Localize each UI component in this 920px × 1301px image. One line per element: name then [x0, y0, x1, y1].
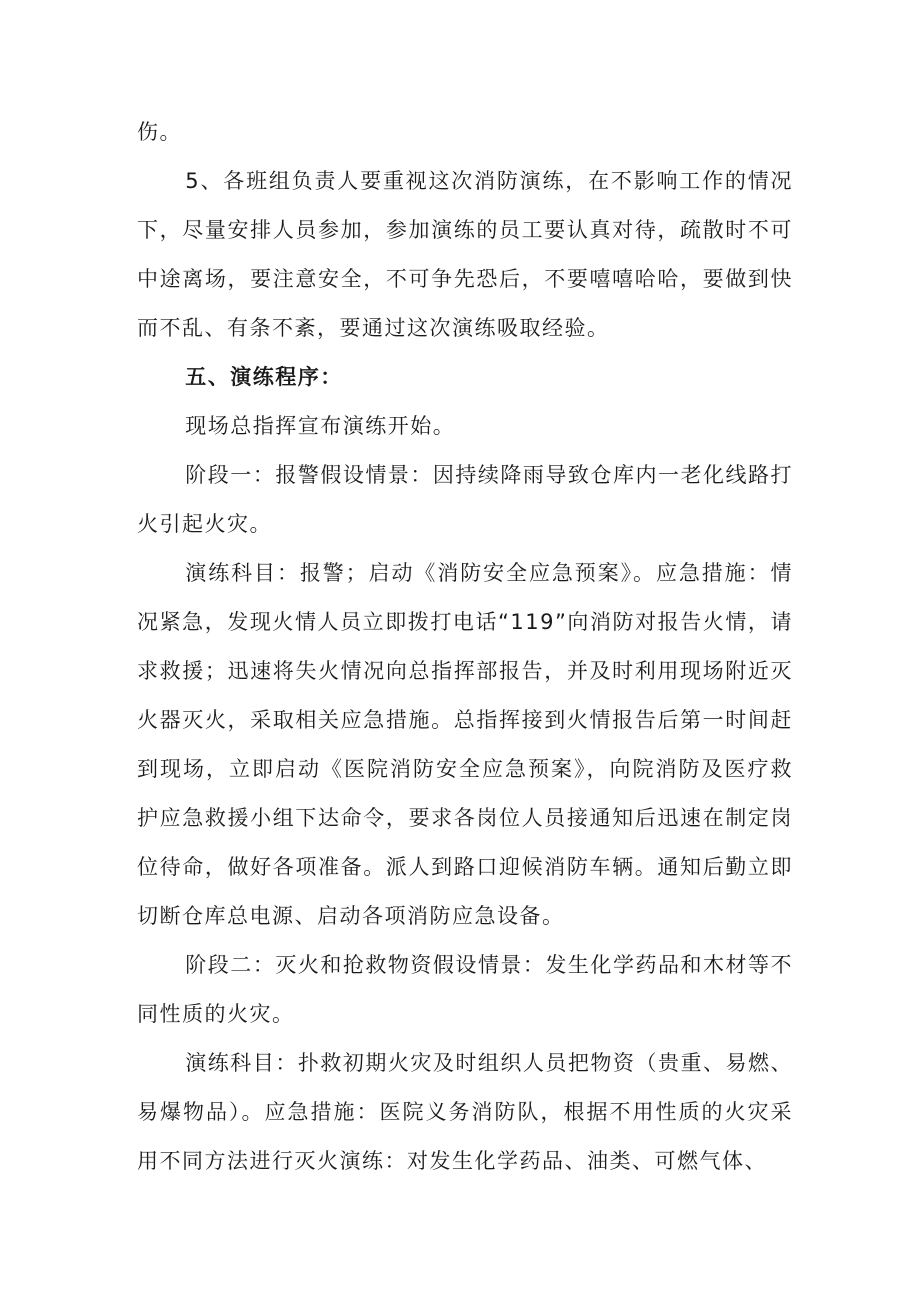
- paragraph-item-5: 5、各班组负责人要重视这次消防演练，在不影响工作的情况下，尽量安排人员参加，参加演练的员工要认真对待，疏散时不可中途离场，要注意安全，不可争先恐后，不要嘻嘻哈哈，要做到快而不乱、有条不紊，要通过这次演练吸取经验。: [137, 169, 793, 340]
- paragraph-stage-two-subject: 演练科目：扑救初期火灾及时组织人员把物资（贵重、易燃、易爆物品）。应急措施：医院义务消防队，根据不用性质的火灾采用不同方法进行灭火演练：对发生化学药品、油类、可燃气体、: [137, 1051, 793, 1173]
- paragraph-stage-one-subject: 演练科目：报警；启动《消防安全应急预案》。应急措施：情况紧急，发现火情人员立即拨打电话“119”向消防对报告火情，请求救援；迅速将失火情况向总指挥部报告，并及时利用现场附近灭火器灭火，采取相关应急措施。总指挥接到火情报告后第一时间赶到现场，立即启动《医院消防安全应急预案》，向院消防及医疗救护应急救援小组下达命令，要求各岗位人员接通知后迅速在制定岗位待命，做好各项准备。派人到路口迎候消防车辆。通知后勤立即切断仓库总电源、启动各项消防应急设备。: [137, 561, 793, 928]
- document-body: [137, 108, 793, 1186]
- paragraph-stage-two: 阶段二：灭火和抢救物资假设情景：发生化学药品和木材等不同性质的火灾。: [137, 953, 793, 1026]
- paragraph-stage-one: 阶段一：报警假设情景：因持续降雨导致仓库内一老化线路打火引起火灾。: [137, 463, 793, 536]
- paragraph-continuation: 伤。: [137, 120, 182, 144]
- section-heading-drill-procedure: 五、演练程序：: [185, 365, 343, 389]
- paragraph-drill-start: 现场总指挥宣布演练开始。: [185, 414, 456, 438]
